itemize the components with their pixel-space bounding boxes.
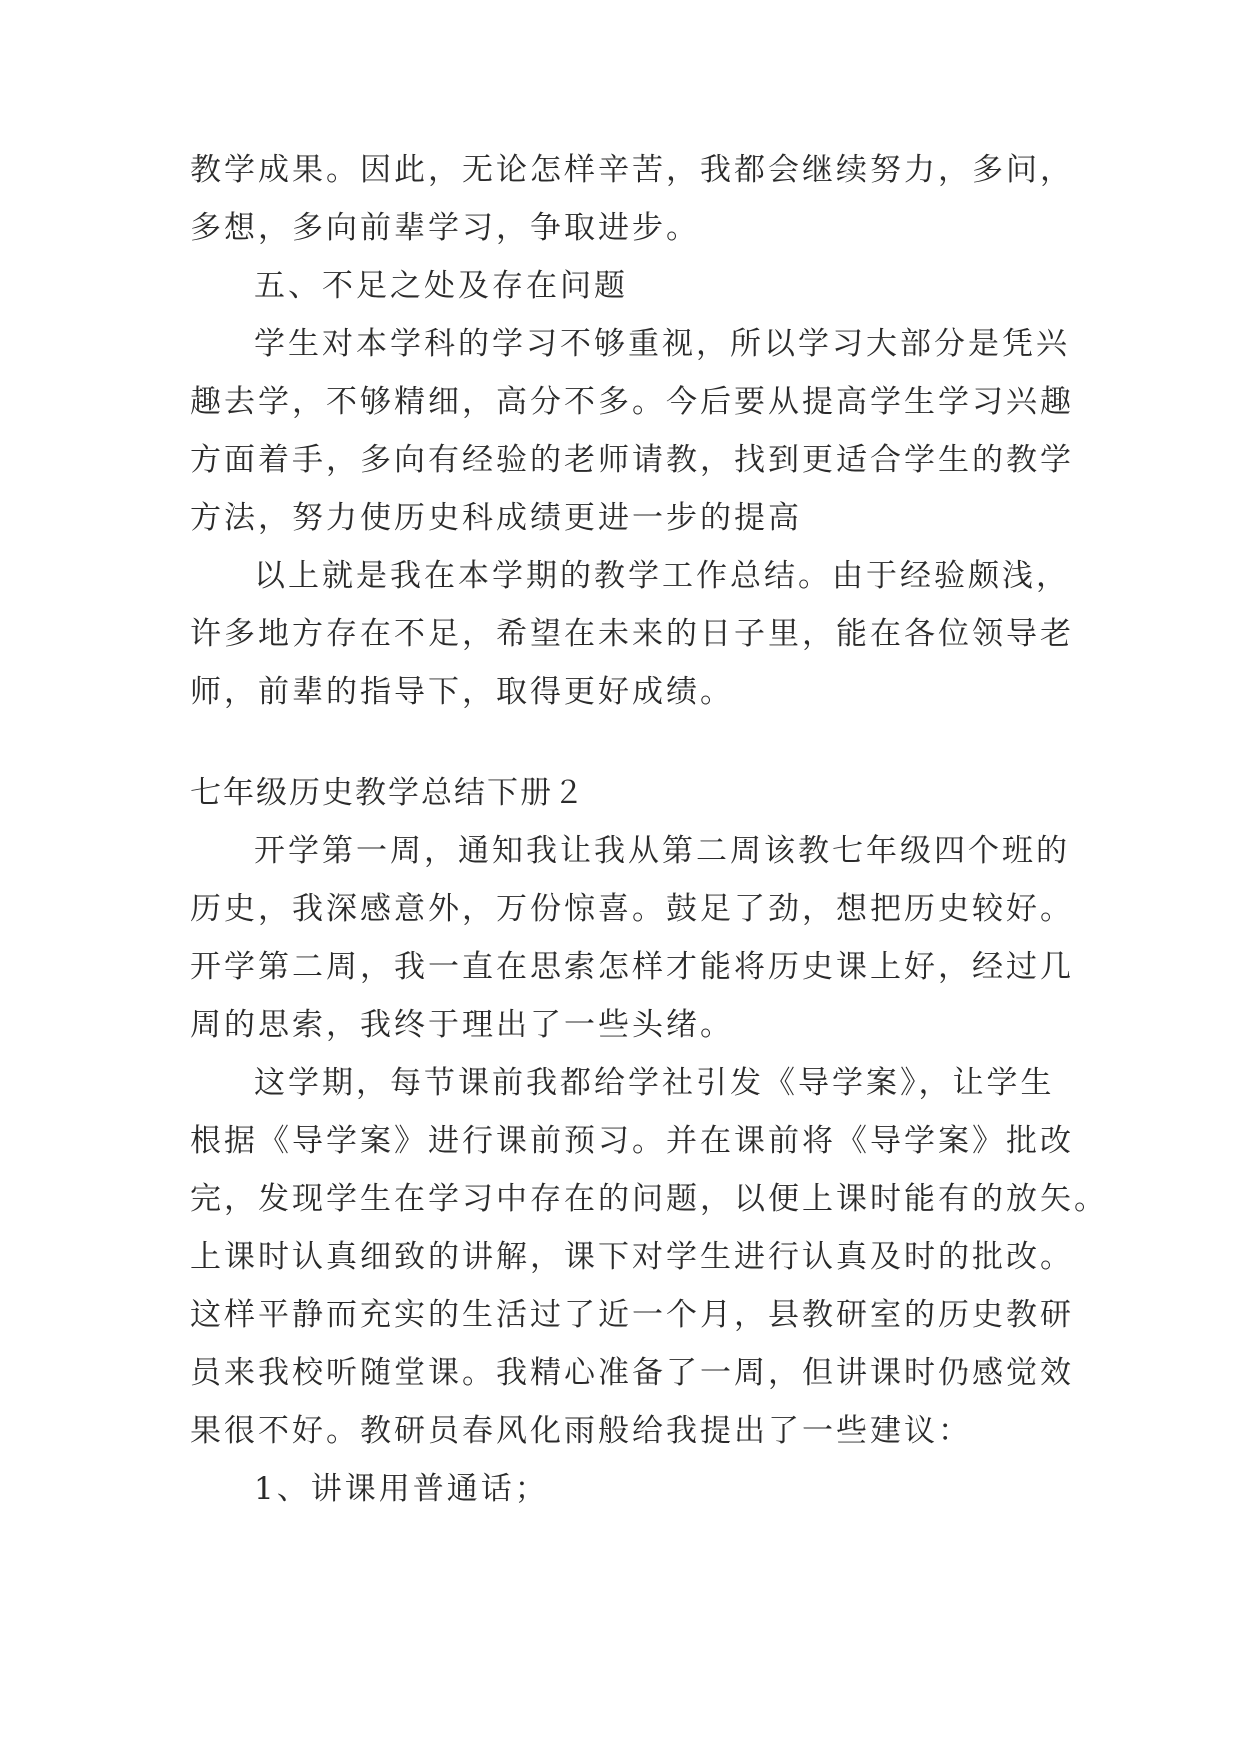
paragraph-line: 师，前辈的指导下，取得更好成绩。 <box>190 674 734 710</box>
paragraph-line: 教学成果。因此，无论怎样辛苦，我都会继续努力，多问， <box>190 152 1074 188</box>
paragraph-line: 完，发现学生在学习中存在的问题，以便上课时能有的放矢。 <box>190 1181 1108 1217</box>
paragraph-line: 开学第一周，通知我让我从第二周该教七年级四个班的 <box>254 833 1070 869</box>
paragraph-line: 这样平静而充实的生活过了近一个月，县教研室的历史教研 <box>190 1297 1074 1333</box>
paragraph-line: 方面着手，多向有经验的老师请教，找到更适合学生的教学 <box>190 442 1074 478</box>
paragraph-line: 员来我校听随堂课。我精心准备了一周，但讲课时仍感觉效 <box>190 1355 1074 1391</box>
paragraph-line: 许多地方存在不足，希望在未来的日子里，能在各位领导老 <box>190 616 1074 652</box>
paragraph-line: 历史，我深感意外，万份惊喜。鼓足了劲，想把历史较好。 <box>190 891 1074 927</box>
article-title-2: 七年级历史教学总结下册２ <box>190 775 586 811</box>
paragraph-line: 以上就是我在本学期的教学工作总结。由于经验颇浅， <box>254 558 1070 594</box>
paragraph-line: 多想，多向前辈学习，争取进步。 <box>190 210 700 246</box>
list-item: 1、讲课用普通话； <box>254 1471 549 1507</box>
paragraph-line: 上课时认真细致的讲解，课下对学生进行认真及时的批改。 <box>190 1239 1074 1275</box>
paragraph-line: 周的思索，我终于理出了一些头绪。 <box>190 1007 734 1043</box>
paragraph-line: 方法，努力使历史科成绩更进一步的提高 <box>190 500 802 536</box>
summary-section-1 <box>190 141 1074 721</box>
paragraph-line: 果很不好。教研员春风化雨般给我提出了一些建议： <box>190 1413 972 1449</box>
paragraph-line: 这学期，每节课前我都给学社引发《导学案》，让学生 <box>254 1065 1055 1101</box>
paragraph-line: 趣去学，不够精细，高分不多。今后要从提高学生学习兴趣 <box>190 384 1074 420</box>
summary-section-2 <box>190 822 1108 1518</box>
section-heading-5: 五、不足之处及存在问题 <box>254 268 628 304</box>
paragraph-line: 根据《导学案》进行课前预习。并在课前将《导学案》批改 <box>190 1123 1074 1159</box>
paragraph-line: 开学第二周，我一直在思索怎样才能将历史课上好，经过几 <box>190 949 1074 985</box>
paragraph-line: 学生对本学科的学习不够重视，所以学习大部分是凭兴 <box>254 326 1070 362</box>
